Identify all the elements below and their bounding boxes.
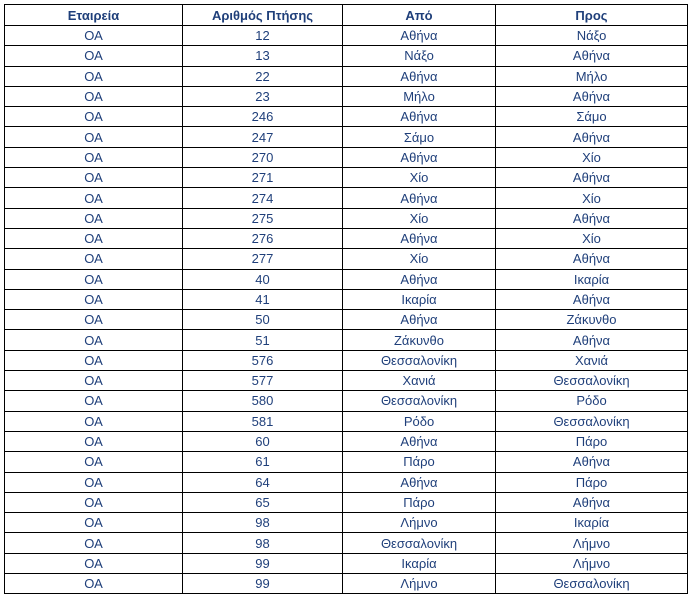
cell-from[interactable]: Χίο xyxy=(343,208,496,228)
cell-to[interactable]: Λήμνο xyxy=(496,533,688,553)
cell-flight-number[interactable]: 277 xyxy=(183,249,343,269)
table-body xyxy=(5,26,688,594)
cell-from[interactable]: Αθήνα xyxy=(343,107,496,127)
cell-flight-number[interactable]: 13 xyxy=(183,46,343,66)
cell-from[interactable]: Πάρο xyxy=(343,492,496,512)
cell-company[interactable]: ΟΑ xyxy=(5,208,183,228)
cell-company[interactable]: ΟΑ xyxy=(5,452,183,472)
table-row xyxy=(5,228,688,248)
cell-flight-number[interactable]: 275 xyxy=(183,208,343,228)
cell-company[interactable]: ΟΑ xyxy=(5,431,183,451)
table-row xyxy=(5,533,688,553)
cell-flight-number[interactable]: 247 xyxy=(183,127,343,147)
cell-company[interactable]: ΟΑ xyxy=(5,168,183,188)
cell-from[interactable]: Αθήνα xyxy=(343,431,496,451)
cell-to[interactable]: Ζάκυνθο xyxy=(496,310,688,330)
cell-to[interactable]: Ρόδο xyxy=(496,391,688,411)
cell-from[interactable]: Θεσσαλονίκη xyxy=(343,350,496,370)
cell-from[interactable]: Πάρο xyxy=(343,452,496,472)
cell-company[interactable]: ΟΑ xyxy=(5,330,183,350)
cell-from[interactable]: Ζάκυνθο xyxy=(343,330,496,350)
cell-company[interactable]: ΟΑ xyxy=(5,86,183,106)
cell-flight-number[interactable]: 64 xyxy=(183,472,343,492)
cell-to[interactable]: Αθήνα xyxy=(496,492,688,512)
cell-flight-number[interactable]: 22 xyxy=(183,66,343,86)
cell-from[interactable]: Χίο xyxy=(343,168,496,188)
cell-flight-number[interactable]: 50 xyxy=(183,310,343,330)
cell-company[interactable]: ΟΑ xyxy=(5,574,183,594)
cell-company[interactable]: ΟΑ xyxy=(5,289,183,309)
table-row xyxy=(5,269,688,289)
cell-from[interactable]: Μήλο xyxy=(343,86,496,106)
cell-flight-number[interactable]: 98 xyxy=(183,533,343,553)
table-row xyxy=(5,452,688,472)
cell-company[interactable]: ΟΑ xyxy=(5,147,183,167)
cell-to[interactable]: Αθήνα xyxy=(496,86,688,106)
cell-flight-number[interactable]: 60 xyxy=(183,431,343,451)
cell-from[interactable]: Νάξο xyxy=(343,46,496,66)
cell-flight-number[interactable]: 40 xyxy=(183,269,343,289)
table-row xyxy=(5,26,688,46)
table-row xyxy=(5,208,688,228)
table-row xyxy=(5,168,688,188)
cell-to[interactable]: Νάξο xyxy=(496,26,688,46)
cell-to[interactable]: Χίο xyxy=(496,147,688,167)
cell-company[interactable]: ΟΑ xyxy=(5,26,183,46)
table-row xyxy=(5,371,688,391)
header-to[interactable]: Προς xyxy=(496,5,688,26)
cell-from[interactable]: Αθήνα xyxy=(343,147,496,167)
table-row xyxy=(5,411,688,431)
table-row xyxy=(5,574,688,594)
cell-from[interactable]: Ικαρία xyxy=(343,553,496,573)
cell-from[interactable]: Αθήνα xyxy=(343,472,496,492)
cell-flight-number[interactable]: 246 xyxy=(183,107,343,127)
cell-flight-number[interactable]: 51 xyxy=(183,330,343,350)
cell-from[interactable]: Αθήνα xyxy=(343,269,496,289)
cell-to[interactable]: Μήλο xyxy=(496,66,688,86)
cell-to[interactable]: Χίο xyxy=(496,188,688,208)
cell-to[interactable]: Πάρο xyxy=(496,431,688,451)
table-row xyxy=(5,350,688,370)
table-row xyxy=(5,188,688,208)
table-row xyxy=(5,289,688,309)
cell-to[interactable]: Ικαρία xyxy=(496,513,688,533)
cell-company[interactable]: ΟΑ xyxy=(5,513,183,533)
cell-to[interactable]: Πάρο xyxy=(496,472,688,492)
cell-from[interactable]: Ικαρία xyxy=(343,289,496,309)
cell-to[interactable]: Λήμνο xyxy=(496,553,688,573)
header-row xyxy=(5,5,688,26)
cell-from[interactable]: Λήμνο xyxy=(343,513,496,533)
cell-company[interactable]: ΟΑ xyxy=(5,66,183,86)
cell-flight-number[interactable]: 12 xyxy=(183,26,343,46)
cell-flight-number[interactable]: 274 xyxy=(183,188,343,208)
cell-flight-number[interactable]: 99 xyxy=(183,553,343,573)
cell-company[interactable]: ΟΑ xyxy=(5,269,183,289)
cell-from[interactable]: Ρόδο xyxy=(343,411,496,431)
cell-from[interactable]: Αθήνα xyxy=(343,310,496,330)
cell-to[interactable]: Αθήνα xyxy=(496,452,688,472)
cell-to[interactable]: Αθήνα xyxy=(496,208,688,228)
cell-from[interactable]: Θεσσαλονίκη xyxy=(343,533,496,553)
cell-from[interactable]: Χίο xyxy=(343,249,496,269)
cell-company[interactable]: ΟΑ xyxy=(5,107,183,127)
table-row xyxy=(5,249,688,269)
cell-to[interactable]: Ικαρία xyxy=(496,269,688,289)
table-row xyxy=(5,472,688,492)
cell-flight-number[interactable]: 576 xyxy=(183,350,343,370)
cell-company[interactable]: ΟΑ xyxy=(5,533,183,553)
cell-to[interactable]: Χίο xyxy=(496,228,688,248)
cell-from[interactable]: Χανιά xyxy=(343,371,496,391)
cell-to[interactable]: Θεσσαλονίκη xyxy=(496,371,688,391)
cell-company[interactable]: ΟΑ xyxy=(5,249,183,269)
cell-to[interactable]: Αθήνα xyxy=(496,249,688,269)
table-row xyxy=(5,553,688,573)
table-row xyxy=(5,431,688,451)
cell-company[interactable]: ΟΑ xyxy=(5,391,183,411)
cell-to[interactable]: Αθήνα xyxy=(496,289,688,309)
cell-flight-number[interactable]: 580 xyxy=(183,391,343,411)
cell-flight-number[interactable]: 23 xyxy=(183,86,343,106)
cell-from[interactable]: Λήμνο xyxy=(343,574,496,594)
table-row xyxy=(5,492,688,512)
cell-to[interactable]: Αθήνα xyxy=(496,330,688,350)
cell-to[interactable]: Σάμο xyxy=(496,107,688,127)
cell-company[interactable]: ΟΑ xyxy=(5,127,183,147)
flights-table xyxy=(4,4,688,594)
cell-from[interactable]: Αθήνα xyxy=(343,188,496,208)
table-header xyxy=(5,5,688,26)
cell-flight-number[interactable]: 41 xyxy=(183,289,343,309)
cell-flight-number[interactable]: 577 xyxy=(183,371,343,391)
cell-company[interactable]: ΟΑ xyxy=(5,411,183,431)
cell-flight-number[interactable]: 99 xyxy=(183,574,343,594)
cell-from[interactable]: Αθήνα xyxy=(343,66,496,86)
header-flight-number[interactable]: Αριθμός Πτήσης xyxy=(183,5,343,26)
cell-from[interactable]: Αθήνα xyxy=(343,26,496,46)
cell-to[interactable]: Αθήνα xyxy=(496,46,688,66)
cell-to[interactable]: Θεσσαλονίκη xyxy=(496,411,688,431)
table-row xyxy=(5,46,688,66)
cell-flight-number[interactable]: 276 xyxy=(183,228,343,248)
cell-from[interactable]: Θεσσαλονίκη xyxy=(343,391,496,411)
cell-flight-number[interactable]: 65 xyxy=(183,492,343,512)
table-row xyxy=(5,66,688,86)
cell-company[interactable]: ΟΑ xyxy=(5,350,183,370)
cell-to[interactable]: Χανιά xyxy=(496,350,688,370)
table-row xyxy=(5,147,688,167)
table-row xyxy=(5,86,688,106)
cell-company[interactable]: ΟΑ xyxy=(5,310,183,330)
table-row xyxy=(5,513,688,533)
cell-flight-number[interactable]: 271 xyxy=(183,168,343,188)
cell-flight-number[interactable]: 581 xyxy=(183,411,343,431)
cell-flight-number[interactable]: 270 xyxy=(183,147,343,167)
cell-flight-number[interactable]: 61 xyxy=(183,452,343,472)
table-row xyxy=(5,330,688,350)
cell-flight-number[interactable]: 98 xyxy=(183,513,343,533)
cell-to[interactable]: Αθήνα xyxy=(496,127,688,147)
cell-company[interactable]: ΟΑ xyxy=(5,472,183,492)
cell-from[interactable]: Αθήνα xyxy=(343,228,496,248)
table-row xyxy=(5,310,688,330)
cell-company[interactable]: ΟΑ xyxy=(5,492,183,512)
cell-to[interactable]: Αθήνα xyxy=(496,168,688,188)
cell-company[interactable]: ΟΑ xyxy=(5,46,183,66)
cell-to[interactable]: Θεσσαλονίκη xyxy=(496,574,688,594)
table-row xyxy=(5,127,688,147)
flights-sheet xyxy=(4,4,688,594)
cell-company[interactable]: ΟΑ xyxy=(5,188,183,208)
cell-company[interactable]: ΟΑ xyxy=(5,371,183,391)
cell-company[interactable]: ΟΑ xyxy=(5,553,183,573)
cell-from[interactable]: Σάμο xyxy=(343,127,496,147)
table-row xyxy=(5,391,688,411)
cell-company[interactable]: ΟΑ xyxy=(5,228,183,248)
header-from[interactable]: Από xyxy=(343,5,496,26)
table-row xyxy=(5,107,688,127)
header-company[interactable]: Εταιρεία xyxy=(5,5,183,26)
